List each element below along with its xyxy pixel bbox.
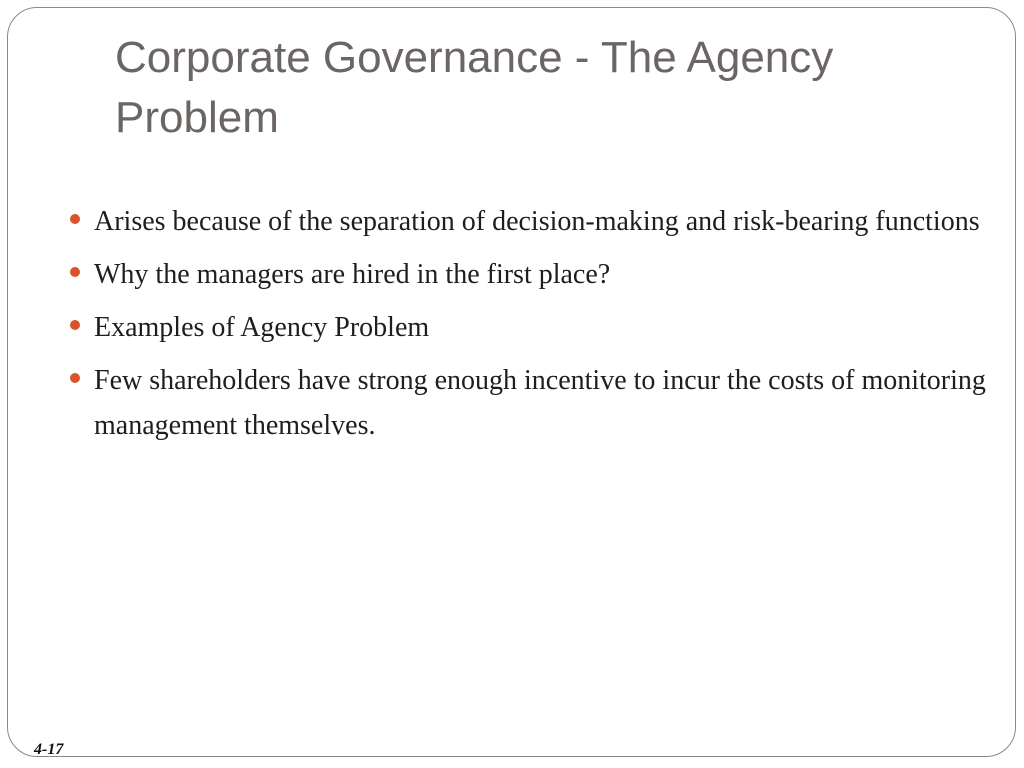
bullet-text: Why the managers are hired in the first place?: [94, 259, 611, 290]
bullet-text: Examples of Agency Problem: [94, 312, 430, 343]
bullet-text: Few shareholders have strong enough incentive to incur the costs of monitoring management themselves.: [94, 365, 986, 441]
bullet-item: [70, 358, 1000, 448]
bullet-dot-icon: [70, 320, 80, 330]
slide-number: 4-17: [34, 741, 64, 758]
bullet-item: [70, 305, 1000, 350]
bullet-item: [70, 252, 1000, 297]
bullet-item: [70, 199, 1000, 244]
bullet-dot-icon: [70, 267, 80, 277]
bullet-text: Arises because of the separation of decision-making and risk-bearing functions: [94, 206, 980, 237]
slide-title: Corporate Governance - The Agency Problem: [115, 33, 834, 142]
bullet-dot-icon: [70, 214, 80, 224]
bullet-dot-icon: [70, 373, 80, 383]
bullet-list: [70, 199, 1000, 456]
